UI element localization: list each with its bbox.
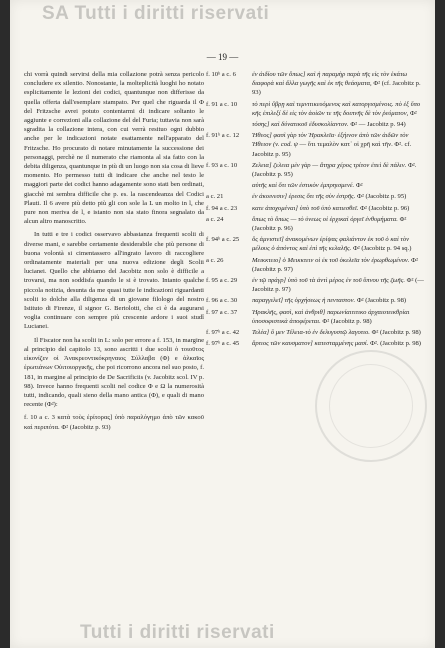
document-page — [10, 0, 435, 648]
paragraph: Il Fiscator non ha scolii in L: solo per errore a f. 153, in margine al principio del capitolo 13, sono ascritti i due scolii ὁ τοιοῦτος εἰκονίζεν οἱ Ἀνακρεοντικόκρηναιος Σύλλαβα (Φ) e ἀλκαῖος ἐρωτιάνων Οὐιτοιοργικῆς, che poi ricorrono ancora nel suo posto, f. 181, in margine al principio de De Sacrificiis (v. Jacobitz scol. IV p. 98). Invece hanno frequenti scolii nel codice Φ e Ω la numerosità tutti, indicando, quali sieno della mano antica (Φ), e quali di mano recente (Φ²): — [24, 336, 204, 409]
folio-reference: f. 97ᵇ a c. 45 — [206, 340, 240, 348]
scholion-entry — [206, 120, 426, 129]
scholion-greek: ἐν τῷ πράγρ] ὑπὸ τοῦ τὰ ἀντὶ μέρος ἐν τοῦ ὕπνου τῆς ζωῆς. — [252, 277, 405, 285]
folio-reference: a c. 26 — [206, 256, 224, 264]
scholion-text — [252, 296, 426, 305]
scholion-entry — [206, 215, 426, 233]
source-citation: Φ² (cf. Jacobitz p. 93) — [252, 80, 421, 97]
right-column — [206, 70, 426, 350]
folio-reference: f. 10ᵇ a c. 6 — [206, 71, 236, 78]
scholion-greek: Ἠθεος] φασὶ γὰρ τὸν Ἡρακλεῖα· ἐξήινον ἀπὸ τῶν ἀιδῶν τὸν Ἠθειον (v. cod. ψ — [252, 132, 409, 149]
source-citation: Φ². (Jacobitz p. 98) — [370, 340, 421, 348]
folio-reference: f. 94ᵇ a c. 25 — [206, 236, 240, 244]
source-citation: Φ² (Jacobitz p. 94 sq.) — [352, 245, 412, 253]
folio-reference: a c. 24 — [206, 215, 224, 223]
folio-reference: f. 96 a c. 30 — [206, 297, 238, 305]
folio-reference: f. 91 a c. 10 — [206, 100, 238, 108]
scholion-entry — [206, 100, 426, 118]
scholion-greek: ἐν ἀιδίου τῶν ὅπως] καὶ ἡ παραμὴρ παρὰ τῆς εἰς τὸν ἑκάτω διαφορὰ καὶ ἄλλα γωγῆς καὶ ἐκ τῆς θεάσματα, — [252, 71, 408, 88]
folio-reference: f. 94 a c. 23 — [206, 204, 238, 212]
scholion-text — [252, 308, 426, 326]
scholion-entry — [206, 235, 426, 253]
scholion-entry — [206, 256, 426, 274]
scholion-text — [252, 192, 426, 201]
scholion-text — [252, 161, 426, 179]
scholion-greek: αὐτῆς καὶ ὅτι τῶν ἐστικὸν ἐμπρηισμενέ. — [252, 182, 355, 190]
folio-reference: f. 93 a c. 10 — [206, 161, 238, 169]
watermark-bottom: Tutti i diritti riservati — [80, 622, 275, 643]
scholion-text — [252, 131, 426, 159]
scholion-text — [252, 339, 426, 348]
scholion-greek: ἐν ἀκοινεσιν] ἐρεσις ὅτι τῆς σὺν ἐστρῆς. — [252, 193, 356, 201]
scholion-entry — [206, 296, 426, 305]
folio-reference — [206, 181, 252, 190]
scholion-entry — [206, 131, 426, 159]
source-citation: — ὅτι τεμαλὸν κατ᾽ οἱ χρῆ καὶ τῆν. Φ². cf. Jacobitz p. 95) — [252, 141, 412, 158]
scholion-text — [252, 235, 426, 253]
page-number: — 19 — — [206, 52, 239, 62]
scholion-text — [252, 181, 426, 190]
folio-reference: f. 97ᵇ a c. 42 — [206, 329, 240, 337]
folio-reference: f. 95 a c. 29 — [206, 277, 238, 285]
scholion-text — [252, 100, 426, 118]
footnote-entry: f. 10 a c. 3 κατὰ τοὺς ἐρίτορας] ὑπὸ παραλόγημο ἀπὸ τῶν κακοῦ καὶ περιπότα. Φ² (Jacobitz p. 93) — [24, 414, 204, 431]
scholion-entry — [206, 276, 426, 294]
scholion-greek: ἄρτιος τῶν καυσματον] κατεσταμμένης μασί. — [252, 340, 369, 348]
source-citation: Φ² — Jacobitz p. 94) — [350, 121, 406, 129]
source-citation: Φ² (Jacobitz p. 98) — [356, 297, 407, 305]
scholion-text — [252, 204, 426, 213]
scholion-text — [252, 120, 426, 129]
paragraph: In tutti e tre i codici osservavo abbastanza frequenti scolii di diverse mani, e sarebbe certamente desiderabile che più persone di buona volontà si cimentassero all'ingrato lavoro di raccogliere ordinatamente materiali per una nuova edizione degli Scolii lucianei. Quello che abbiamo del Jacobitz non solo è difficile a trovarsi, ma non soddisfa quando le si è trovato. Intanto qualche piccola notizia, desunta da me quasi tutte le indicazioni riguardanti scolii io dolche alla diligenza di un giovane filologo del nostro Istituto di Firenze, il signor G. Bertolotti, che ci è da augurarsi voglia continuare con sempre più crescente ardore i suoi studî Lucianei. — [24, 231, 204, 331]
scholion-entry — [206, 70, 426, 98]
source-citation: Φ² (Jacobitz p. 95) — [357, 193, 407, 201]
paragraph: chi vorrà quindi servirsi della mia collazione potrà senza pericolo concludere ex silentio. Nonostante, la molteplicità luoghi ho notato esplicitamente le lezioni dei codici, quantunque non differisse da quella offerta dall'esemplare stampato. Per quel che riguarda il Φ del Fritzsche avrei potuto contentarmi di indicare soltanto le aggiunte e correzioni alla collazione del del Furia; tuttavia non sarà sgradita la collazione intera, con cui verrà resituo ogni dubbio anche per le indicazioni notate esattamente nell'apparato del Fritzsche. Ho procurato di notare minutamente la successione dei personaggi, perchè ne il numerato che riamonta al sia fatto con la debita diligenza, quantunque in più di un luogo non sia cosa di lieve momento. Ho permesso tutti di indicare che anche nel testo le maggiori parte dei codici hanno adagamente sono stati ben ordinati, giacchè mi sembra difficile che p. es. la rascendeanza del Codici Plauti. Il 6 avere più detto più gli con sole la L un molto in l, che pure non meriva de l, e istanto non sia stato finora segnalato da alcun altro manoscritto. — [24, 71, 204, 226]
scholion-greek: παραγγελεῖ] τῆς ὁρχήσεως ἡ πενταστον. — [252, 297, 356, 305]
source-citation: Φ² (Jacobitz p. 98) — [371, 329, 421, 337]
scholion-entry — [206, 204, 426, 213]
scholion-greek: Ζελεια] ζελεια μὲν γὰρ — ἄτηρα χέρος τρίτον ἐπεὶ δὲ πάλιν. — [252, 161, 407, 169]
folio-reference: a c. 21 — [206, 193, 224, 201]
scholion-greek: Τελέα] ὃ μεν Τέλεια-τὸ ἐν δελυγυστῷ λαγοτιο. — [252, 329, 370, 337]
source-citation: Φ² (Jacobitz p. 96) — [360, 204, 410, 212]
folio-reference: f. 91ᵇ a c. 12 — [206, 132, 240, 140]
source-citation: Φ² — [409, 109, 417, 117]
scholion-text — [252, 276, 426, 294]
left-column — [24, 70, 204, 436]
scholion-greek: Μεικκτειο] ὁ Μεικκτειν οἱ ἐκ τοῦ ὀκελεῖα τὸν ἐρωρθωμένον. — [252, 256, 410, 264]
scholion-text — [252, 215, 426, 233]
scholion-greek: ὅς ἀμνιστεῖ] ἀνακομένων ἐρίψας φαλιάντον ἐκ τοῦ ὁ καὶ τὸν μέλους ὁ ἀπόντος καὶ ἐπὶ τῆς κελαλῆς. — [252, 236, 410, 253]
source-citation: Φ² — [355, 182, 363, 190]
scholion-greek: τὸ περὶ ὕβρῃ καὶ τεμνιτικευόμενος καὶ κατοργισμένοις. πὸ ἐξ ὕπο κῆς ἐπιλεξί δὲ εἰς τὸν ἀοἰῶν τε τῆς δοιπνῆς δὲ τὸν ῥεύματον, — [252, 100, 421, 117]
source-citation: Φ² (Jacobitz p. 96) — [252, 215, 407, 233]
scholion-text — [252, 328, 426, 337]
scholion-entry — [206, 308, 426, 326]
scholion-greek: ὅπως τὸ ὅπως — τὸ ὑνεως οἱ ἐρχικαὶ ὀργεῖ ἐνθυμήματα. — [252, 215, 398, 223]
scholion-entry — [206, 328, 426, 337]
scholion-text — [252, 256, 426, 274]
folio-reference: f. 97 a c. 37 — [206, 308, 238, 316]
scholion-greek: Ἡρακλῆς, φασὶ, καὶ ἀνθριθ] παρωνίαιτιτικο ἀρχαιοτεικθρίαι ὑποσοφιστικὰ ἀποφέρεται. — [252, 308, 410, 325]
source-citation: Φ² (— Jacobitz p. 97) — [252, 277, 424, 294]
folio-reference — [206, 120, 252, 129]
scholion-entry — [206, 161, 426, 179]
scholion-entry — [206, 192, 426, 201]
scholion-greek: τόσης] καὶ δύνατικοῦ ἐδυσκολίαντον. — [252, 121, 349, 129]
scholion-entry — [206, 181, 426, 190]
watermark-top: SA Tutti i diritti riservati — [42, 3, 270, 24]
scholion-text — [252, 70, 426, 98]
source-citation: Φ². (Jacobitz p. 95) — [252, 161, 417, 179]
library-stamp — [315, 350, 427, 462]
scholion-greek: κατε ἀποχομέναι] ὑπὸ τοῦ ὑπὸ κατιεσθεῖ. — [252, 204, 359, 212]
source-citation: Φ² (Jacobitz p. 98) — [322, 317, 372, 325]
source-citation: Φ² (Jacobitz p. 97) — [252, 256, 418, 273]
scholion-entry — [206, 339, 426, 348]
